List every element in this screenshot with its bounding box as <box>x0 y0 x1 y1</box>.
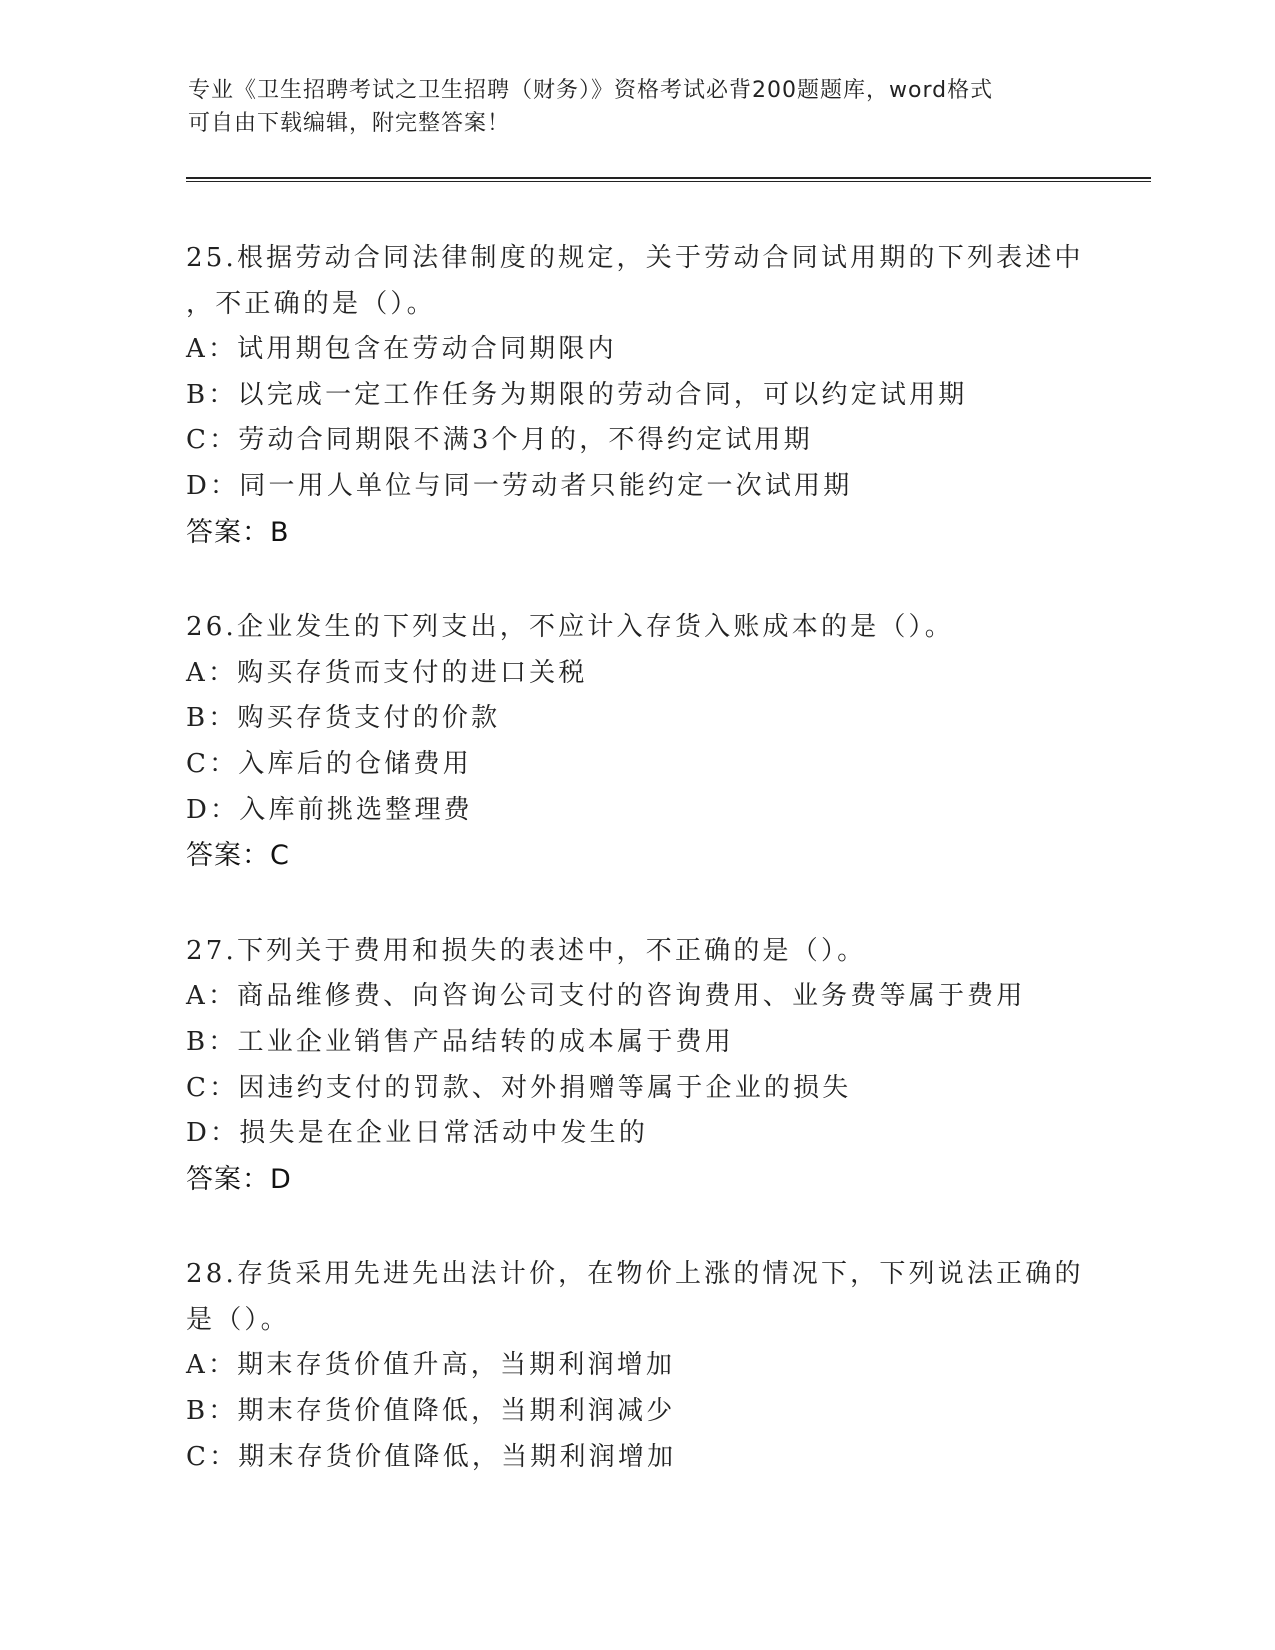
option-b: B：以完成一定工作任务为期限的劳动合同，可以约定试用期 <box>186 379 968 410</box>
question-26 <box>186 605 1086 879</box>
header-divider <box>186 177 1151 179</box>
option-c: C：期末存货价值降低，当期利润增加 <box>186 1441 677 1472</box>
option-a: A：商品维修费、向咨询公司支付的咨询费用、业务费等属于费用 <box>186 981 1026 1012</box>
question-stem: 27.下列关于费用和损失的表述中，不正确的是（）。 <box>186 935 867 966</box>
header-line: 专业《卫生招聘考试之卫生招聘（财务）》资格考试必背200题题库，word格式 <box>188 78 994 103</box>
option-d: D：损失是在企业日常活动中发生的 <box>186 1118 649 1149</box>
header-divider <box>186 181 1151 182</box>
question-27 <box>186 929 1086 1203</box>
answer-label: 答案：C <box>186 840 290 872</box>
question-stem: 26.企业发生的下列支出，不应计入存货入账成本的是（）。 <box>186 612 954 643</box>
option-c: C：入库后的仓储费用 <box>186 748 472 779</box>
document-header <box>188 74 1088 140</box>
question-stem: 25.根据劳动合同法律制度的规定，关于劳动合同试用期的下列表述中 <box>186 243 1084 273</box>
option-d: D：入库前挑选整理费 <box>186 794 473 825</box>
question-28 <box>186 1252 1086 1480</box>
question-stem: ，不正确的是（）。 <box>186 288 436 319</box>
option-a: A：购买存货而支付的进口关税 <box>186 657 588 688</box>
question-list <box>186 236 1086 1530</box>
answer-label: 答案：B <box>186 516 290 548</box>
question-stem: 28.存货采用先进先出法计价，在物价上涨的情况下，下列说法正确的 <box>186 1259 1084 1290</box>
option-b: B：工业企业销售产品结转的成本属于费用 <box>186 1026 734 1057</box>
option-d: D：同一用人单位与同一劳动者只能约定一次试用期 <box>186 470 853 501</box>
answer-label: 答案：D <box>186 1163 292 1195</box>
header-line: 可自由下载编辑，附完整答案！ <box>188 111 511 136</box>
question-25 <box>186 236 1086 555</box>
option-c: C：劳动合同期限不满3个月的，不得约定试用期 <box>186 425 813 456</box>
option-a: A：期末存货价值升高，当期利润增加 <box>186 1350 676 1381</box>
option-b: B：期末存货价值降低，当期利润减少 <box>186 1396 676 1427</box>
question-stem: 是（）。 <box>186 1304 290 1335</box>
option-b: B：购买存货支付的价款 <box>186 703 501 734</box>
option-a: A：试用期包含在劳动合同期限内 <box>186 334 617 365</box>
option-c: C：因违约支付的罚款、对外捐赠等属于企业的损失 <box>186 1072 852 1103</box>
